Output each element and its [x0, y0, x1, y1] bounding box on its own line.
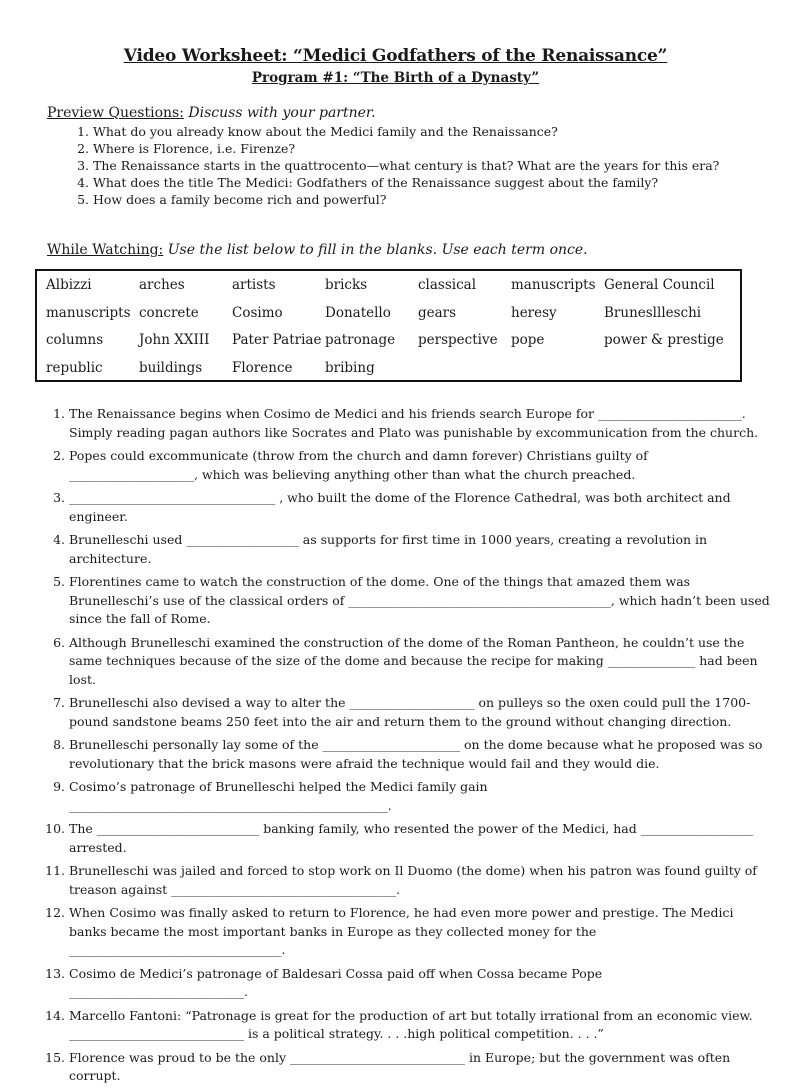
question-item: 4. Brunelleschi used __________________ as supports for first time in 1000 years, creating a revolution in architecture.: [69, 531, 771, 568]
word-bank-term: concrete: [139, 304, 199, 321]
word-bank-term: Albizzi: [46, 277, 92, 293]
word-bank-term: perspective: [418, 332, 498, 348]
word-bank-term: John XXIII: [139, 332, 210, 348]
word-bank-term: Cosimo: [232, 304, 283, 321]
question-item: 2. Popes could excommunicate (throw from the church and damn forever) Christians guilty of ____________________, which was believing anything other than what the church preached.: [69, 447, 771, 484]
question-item: 7. Brunelleschi also devised a way to alter the ____________________ on pulleys so the oxen could pull the 1700-pound sandstone beams 250 feet into the air and return them to the ground without changing direction.: [69, 694, 771, 731]
word-bank-term: pope: [511, 332, 545, 348]
question-item: 12. When Cosimo was finally asked to return to Florence, he had even more power and prestige. The Medici banks became the most important banks in Europe as they collected money for the __________________________________.: [69, 904, 771, 960]
question-item: 3. _________________________________ , who built the dome of the Florence Cathedral, was both architect and engineer.: [69, 489, 771, 526]
preview-item: 2. Where is Florence, i.e. Firenze?: [93, 140, 791, 157]
page-subtitle: Program #1: “The Birth of a Dynasty”: [251, 70, 540, 86]
preview-heading: [47, 105, 376, 121]
question-item: 5. Florentines came to watch the construction of the dome. One of the things that amazed them was Brunelleschi’s use of the classical orders of __________________________________________, which hadn’t been used since the fall of Rome.: [69, 573, 771, 629]
preview-item: 3. The Renaissance starts in the quattrocento—what century is that? What are the years for this era?: [93, 157, 791, 174]
word-bank-term: buildings: [139, 359, 203, 376]
page-title: Video Worksheet: “Medici Godfathers of the Renaissance”: [123, 46, 668, 66]
word-bank-term: artists: [232, 277, 276, 293]
question-item: 15. Florence was proud to be the only ____________________________ in Europe; but the government was often corrupt.: [69, 1049, 771, 1086]
word-bank-term: republic: [46, 359, 103, 376]
preview-item: 5. How does a family become rich and powerful?: [93, 191, 791, 208]
word-bank-term: General Council: [604, 277, 715, 293]
word-bank-term: power & prestige: [604, 332, 724, 348]
word-bank-grid: [46, 277, 724, 387]
watching-instruction: Use the list below to fill in the blanks. Use each term once.: [167, 242, 588, 258]
watching-label: While Watching:: [47, 242, 164, 258]
word-bank-term: Pater Patriae: [232, 332, 322, 348]
question-item: 1. The Renaissance begins when Cosimo de Medici and his friends search Europe for _______________________. Simply reading pagan authors like Socrates and Plato was punishable by excommunication from the church.: [69, 405, 771, 442]
word-bank-term: Donatello: [325, 304, 391, 321]
preview-list: [47, 123, 791, 208]
word-bank-term: manuscripts: [511, 277, 596, 293]
question-item: 9. Cosimo’s patronage of Brunelleschi helped the Medici family gain ___________________________________________________.: [69, 778, 771, 815]
question-item: 8. Brunelleschi personally lay some of the ______________________ on the dome because what he proposed was so revolutionary that the brick masons were afraid the technique would fail and they would die.: [69, 736, 771, 773]
question-item: 13. Cosimo de Medici’s patronage of Baldesari Cossa paid off when Cossa became Pope ____________________________.: [69, 965, 771, 1002]
watching-heading: [47, 242, 588, 258]
word-bank-term: gears: [418, 304, 457, 321]
question-item: 11. Brunelleschi was jailed and forced to stop work on Il Duomo (the dome) when his patron was found guilty of treason against ____________________________________.: [69, 862, 771, 899]
word-bank-term: Brunesllleschi: [604, 304, 702, 321]
word-bank-term: bricks: [325, 277, 368, 293]
preview-label: Preview Questions:: [47, 105, 184, 121]
word-bank-term: bribing: [325, 359, 375, 376]
fill-in-questions: [45, 405, 771, 1091]
word-bank-term: patronage: [325, 332, 396, 348]
question-item: 14. Marcello Fantoni: “Patronage is great for the production of art but totally irrational from an economic view. ____________________________ is a political strategy. . . .high political competition. . . .”: [69, 1007, 771, 1044]
question-item: 10. The __________________________ banking family, who resented the power of the Medici, had __________________ arrested.: [69, 820, 771, 857]
word-bank-term: classical: [418, 277, 477, 293]
word-bank-term: columns: [46, 332, 104, 348]
word-bank-term: Florence: [232, 359, 293, 376]
word-bank-term: heresy: [511, 304, 557, 321]
preview-instruction: Discuss with your partner.: [188, 105, 376, 121]
word-bank-term: arches: [139, 277, 185, 293]
word-bank-term: manuscripts: [46, 304, 131, 321]
preview-item: 1. What do you already know about the Medici family and the Renaissance?: [93, 123, 791, 140]
question-item: 6. Although Brunelleschi examined the construction of the dome of the Roman Pantheon, he couldn’t use the same techniques because of the size of the dome and because the recipe for making ______________ had been lost.: [69, 634, 771, 690]
word-bank-box: [35, 269, 742, 382]
preview-item: 4. What does the title The Medici: Godfathers of the Renaissance suggest about the family?: [93, 174, 791, 191]
